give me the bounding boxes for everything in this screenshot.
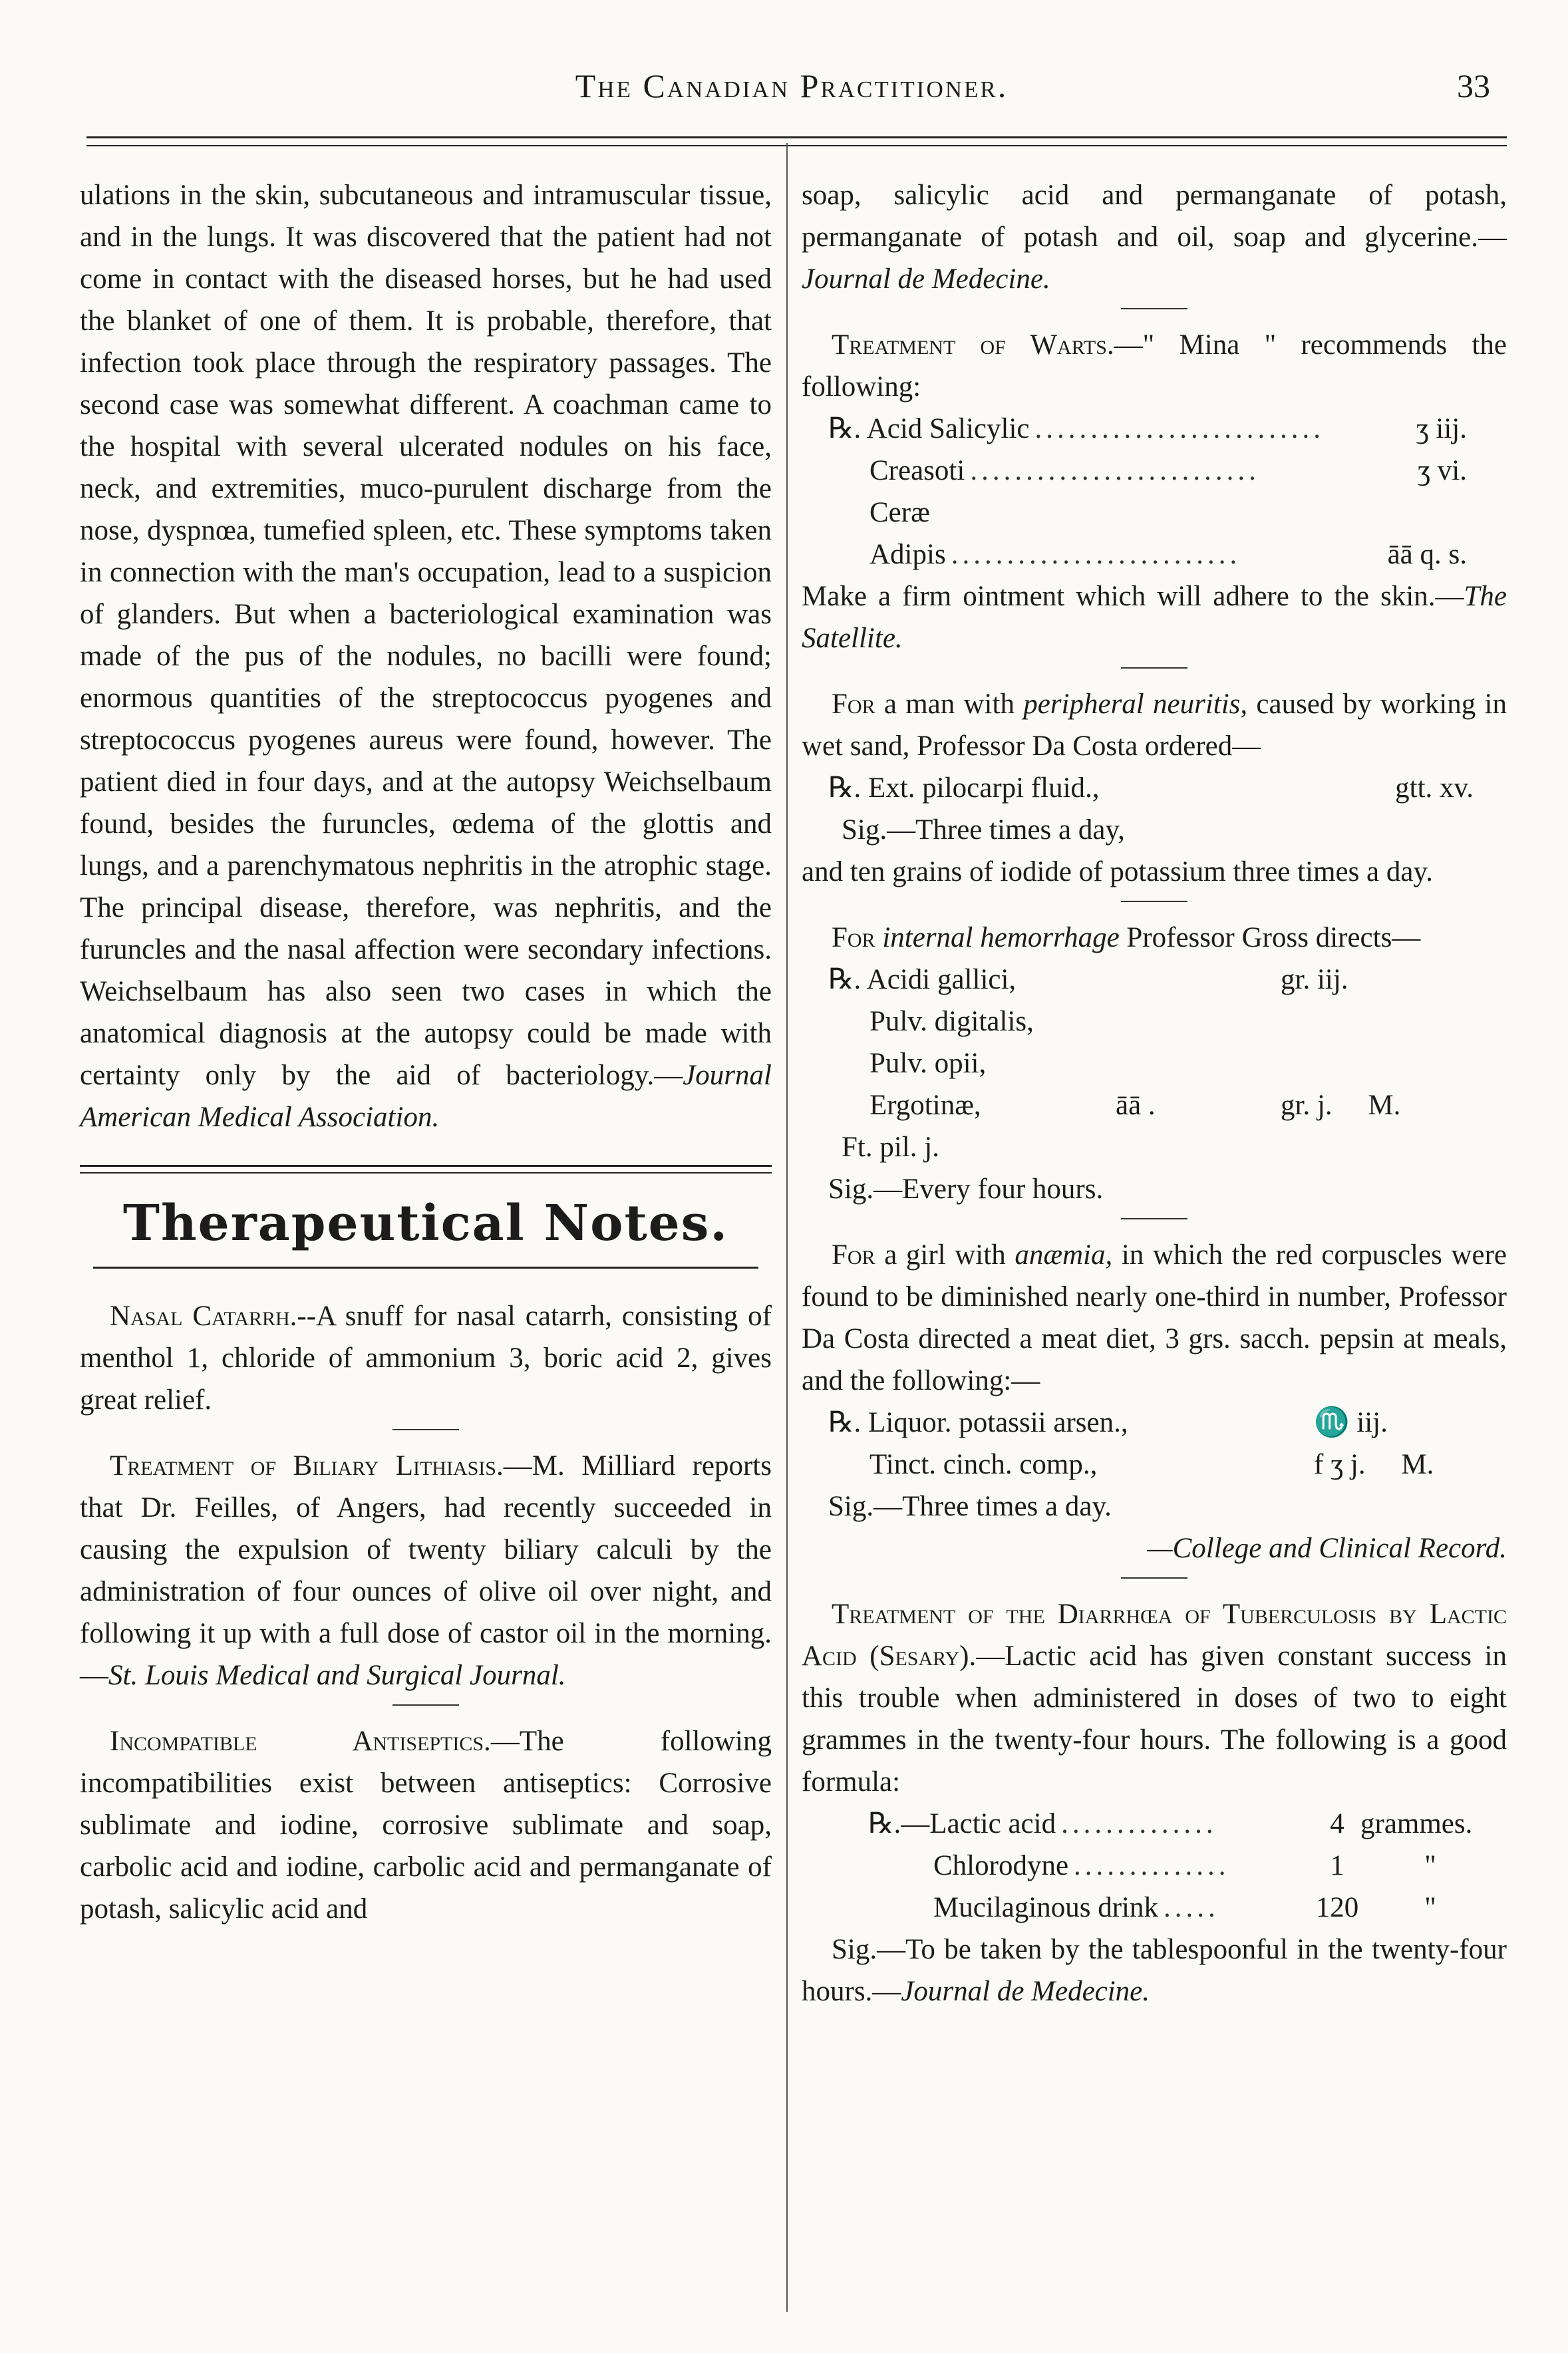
rx-ingredient: Ceræ (869, 497, 930, 528)
anaemia-source: —College and Clinical Record. (1147, 1533, 1507, 1564)
anaemia-intro-rest: in which the red corpuscles were found to be diminished nearly one-third in number, Professor Da Costa directed a meat diet, 3 grs. sacch. pepsin at meals, and the following:— (802, 1239, 1507, 1396)
neuritis-lead: For (832, 689, 875, 720)
rx-dose: gtt. xv. (1395, 772, 1474, 804)
warts-title: Treatment of Warts. (832, 329, 1114, 361)
warts-after-text: Make a firm ointment which will adhere to the skin.— (802, 581, 1464, 612)
rx-line (828, 450, 1467, 492)
diarrhoea-note (802, 1593, 1507, 1803)
biliary-source: St. Louis Medical and Surgical Journal. (108, 1660, 566, 1691)
separator (1121, 667, 1187, 669)
separator (1121, 1577, 1187, 1579)
antiseptics-body: —The following incompatibilities exist between antiseptics: Corrosive sublimate and iodine, corrosive sublimate and soap, carbolic acid and iodine, carbolic acid and permanganate of potash, salicylic acid and (80, 1726, 772, 1925)
section-rule (80, 1165, 772, 1174)
rx-line (828, 809, 1474, 851)
rx-ingredient: Pulv. digitalis, (869, 1006, 1034, 1037)
rx-line (828, 1084, 1507, 1126)
rx-ingredient: ℞. Ext. pilocarpi fluid., (828, 772, 1100, 804)
nasal-catarrh-body: --A snuff for nasal catarrh, consisting of menthol 1, chloride of ammonium 3, boric acid 2, gives great relief. (80, 1301, 772, 1416)
leader-dots: .............. (1074, 1850, 1230, 1881)
neuritis-intro-rest: caused by working in wet sand, Professor Da Costa ordered— (802, 689, 1507, 762)
glanders-text: ulations in the skin, subcutaneous and intramuscular tissue, and in the lungs. It was discovered that the patient had not come in contact with the diseased horses, but he had used the blanket of one of them. It is probable, therefore, that infection took place through the respiratory passages. The second case was somewhat different. A coachman came to the hospital with several ulcerated nodules on his face, neck, and extremities, muco-purulent discharge from the nose, dyspnœa, tumefied spleen, etc. These symptoms taken in connection with the man's occupation, lead to a suspicion of glanders. But when a bacteriological examination was made of the pus of the nodules, no bacilli were found; enormous quantities of the streptococcus pyogenes and streptococcus pyogenes aureus were found, however. The patient died in four days, and at the autopsy Weichselbaum found, besides the furuncles, œdema of the glottis and lungs, and a parenchymatous nephritis in the atrophic stage. The principal disease, therefore, was nephritis, and the furuncles and the nasal affection were secondary infections. Weichselbaum has also seen two cases in which the anatomical diagnosis at the autopsy could be made with certainty only by the aid of bacteriology.— (80, 180, 772, 1091)
rx-sig: Sig.—Three times a day. (828, 1491, 1112, 1522)
rx-ingredient: ℞. Acidi gallici, (828, 964, 1017, 995)
rx-line (828, 1402, 1507, 1444)
rx-line (828, 767, 1474, 809)
rx-line (828, 1042, 1507, 1084)
anaemia-lead: For (832, 1239, 875, 1271)
rx-line (828, 1444, 1507, 1486)
antiseptics-continued (802, 174, 1507, 300)
diarrhoea-prescription (802, 1803, 1507, 1929)
rx-amount: 4 (1330, 1808, 1344, 1839)
header-rule (86, 136, 1507, 146)
journal-title: The Canadian Practitioner. (575, 67, 1009, 104)
right-column (802, 174, 1507, 2012)
rx-line (828, 1126, 1507, 1168)
glanders-article-paragraph (80, 174, 772, 1138)
rx-dose: gr. iij. (1281, 964, 1348, 995)
neuritis-note (802, 683, 1507, 767)
rx-line (828, 1168, 1507, 1210)
rx-sig: Sig.—Every four hours. (828, 1174, 1104, 1205)
leader-dots: .............. (1061, 1808, 1217, 1839)
warts-source: The Satellite. (802, 581, 1507, 654)
rx-amount: 1 (1330, 1850, 1344, 1881)
rx-unit: " (1424, 1850, 1436, 1881)
rx-dose: ʒ vi. (1417, 455, 1467, 486)
rx-ingredient: Ergotinæ, (869, 1090, 981, 1121)
leader-dots: .......................... (970, 455, 1260, 486)
separator (1121, 1218, 1187, 1219)
separator (392, 1704, 459, 1706)
nasal-catarrh-title: Nasal Catarrh. (110, 1301, 297, 1332)
column-divider (786, 143, 788, 2312)
neuritis-after: and ten grains of iodide of potassium three times a day. (802, 856, 1433, 887)
section-heading: Therapeutical Notes. (122, 1195, 729, 1252)
rx-ingredient: Chlorodyne (933, 1850, 1069, 1881)
rx-dose: āā q. s. (1387, 539, 1467, 570)
rx-ingredient: Creasoti (869, 455, 965, 486)
antiseptics-source: Journal de Medecine. (802, 263, 1050, 295)
rx-dose: gr. j. M. (1281, 1090, 1401, 1121)
nasal-catarrh-note (80, 1295, 772, 1421)
warts-prescription (802, 408, 1507, 575)
rx-ingredient: ℞.—Lactic acid (868, 1808, 1056, 1839)
rx-sig: Sig.—Three times a day, (842, 814, 1125, 846)
hemorrhage-prescription (802, 959, 1507, 1210)
rx-modifier: āā . (1116, 1090, 1156, 1121)
rx-unit: grammes. (1360, 1808, 1473, 1839)
running-header (80, 67, 1503, 113)
rx-line (868, 1887, 1500, 1929)
rx-ft: Ft. pil. j. (842, 1132, 939, 1163)
rx-unit: " (1424, 1892, 1436, 1923)
antiseptics-note (80, 1720, 772, 1930)
diarrhoea-title: Treatment of the Diarrhœa of Tuberculosis by Lactic Acid (Sesary). (802, 1599, 1507, 1672)
biliary-body: —M. Milliard reports that Dr. Feilles, of Angers, had recently succeeded in causing the expulsion of twenty biliary calculi by the administration of four ounces of olive oil over night, and following it up with a full dose of castor oil in the morning.— (80, 1450, 772, 1691)
rx-ingredient: Tinct. cinch. comp., (869, 1449, 1098, 1480)
hemorrhage-note (802, 917, 1507, 959)
warts-after (802, 575, 1507, 659)
rx-line (828, 1486, 1507, 1527)
rx-dose: ʒ iij. (1416, 413, 1467, 444)
page-number: 33 (1457, 67, 1490, 104)
anaemia-emphasis: anæmia, (1015, 1239, 1113, 1271)
rx-dose: ♏ iij. (1314, 1407, 1388, 1438)
separator (1121, 308, 1187, 309)
rx-ingredient: Pulv. opii, (869, 1048, 987, 1079)
rx-line (828, 959, 1507, 1001)
neuritis-intro: a man with (875, 689, 1024, 720)
glanders-source: Journal American Medical Association. (80, 1060, 772, 1133)
rx-line (868, 1845, 1500, 1887)
biliary-title: Treatment of Biliary Lithiasis. (110, 1450, 504, 1482)
section-underline (93, 1267, 758, 1269)
anaemia-intro: a girl with (875, 1239, 1015, 1271)
warts-intro: —" Mina " recommends the following: (802, 329, 1507, 402)
anaemia-note (802, 1234, 1507, 1402)
rx-ingredient: Mucilaginous drink (933, 1892, 1158, 1923)
rx-ingredient: ℞. Acid Salicylic (828, 413, 1030, 444)
biliary-note (80, 1445, 772, 1696)
rx-amount: 120 (1315, 1892, 1359, 1923)
neuritis-prescription (802, 767, 1507, 851)
rx-ingredient: ℞. Liquor. potassii arsen., (828, 1407, 1128, 1438)
rx-line (828, 534, 1467, 575)
separator (1121, 901, 1187, 902)
neuritis-emphasis: peripheral neuritis, (1023, 689, 1248, 720)
rx-line (868, 1803, 1500, 1845)
warts-note (802, 324, 1507, 408)
leader-dots: ..... (1164, 1892, 1219, 1923)
diarrhoea-sig (802, 1929, 1507, 2012)
left-column (80, 174, 772, 1930)
anaemia-prescription (802, 1402, 1507, 1527)
diarrhoea-body: —Lactic acid has given constant success in this trouble when administered in doses of two to eight grammes in the twenty-four hours. The following is a good formula: (802, 1641, 1507, 1798)
antiseptics-title: Incompatible Antiseptics. (110, 1726, 491, 1757)
rx-dose: f ʒ j. M. (1314, 1449, 1434, 1480)
rx-line (828, 408, 1467, 450)
rx-line (828, 1001, 1507, 1042)
leader-dots: .......................... (1034, 413, 1325, 444)
diarrhoea-source: Journal de Medecine. (901, 1976, 1150, 2007)
hemorrhage-emphasis: internal hemorrhage (882, 922, 1120, 953)
diarrhoea-sig-text: Sig.—To be taken by the tablespoonful in the twenty-four hours.— (802, 1934, 1507, 2007)
leader-dots: .......................... (951, 539, 1241, 570)
rx-ingredient: Adipis (869, 539, 946, 570)
hemorrhage-lead: For (832, 922, 875, 953)
separator (392, 1429, 459, 1430)
rx-line (828, 492, 1467, 534)
antiseptics-cont-text: soap, salicylic acid and permanganate of potash, permanganate of potash and oil, soap and glycerine.— (802, 180, 1507, 253)
hemorrhage-intro: Professor Gross directs— (1119, 922, 1421, 953)
